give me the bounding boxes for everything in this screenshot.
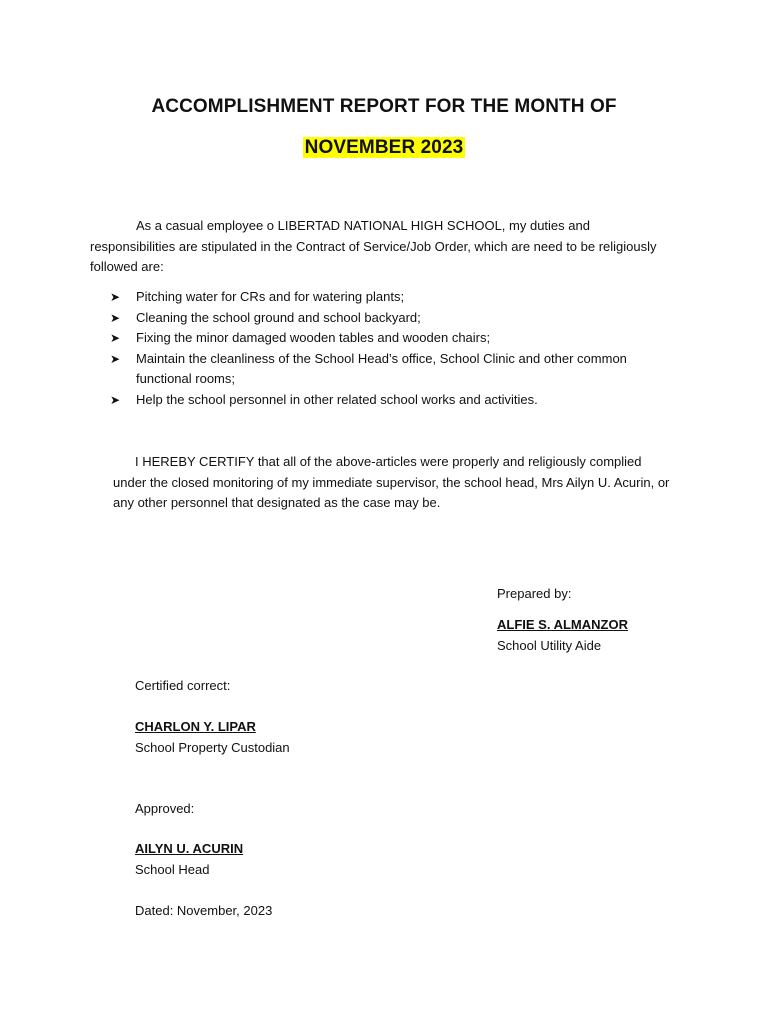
signatory-role: School Property Custodian (135, 739, 290, 755)
arrow-bullet-icon: ➤ (110, 290, 121, 304)
certified-correct-label: Certified correct: (135, 678, 231, 693)
certified-correct-signatory (135, 717, 290, 758)
list-item (108, 349, 668, 390)
date-line: Dated: November, 2023 (135, 903, 273, 918)
signatory-name: CHARLON Y. LIPAR (135, 719, 256, 734)
approved-signatory (135, 839, 243, 880)
report-title (0, 96, 768, 118)
intro-text: As a casual employee o LIBERTAD NATIONAL HIGH SCHOOL, my duties and responsibilities are stipulated in the Contract of Service/Job Order, which are need to be religiously followed are: (90, 218, 657, 274)
duty-text: Fixing the minor damaged wooden tables and wooden chairs; (136, 330, 491, 345)
approved-label: Approved: (135, 801, 195, 816)
list-item (108, 390, 668, 411)
signatory-role: School Utility Aide (497, 637, 602, 653)
report-title-text: ACCOMPLISHMENT REPORT FOR THE MONTH OF (151, 96, 617, 117)
arrow-bullet-icon: ➤ (110, 392, 121, 407)
prepared-by-signatory (497, 615, 628, 656)
list-item (108, 308, 668, 329)
certification-text: I HEREBY CERTIFY that all of the above-articles were properly and religiously complied under the closed monitoring of my immediate supervisor, the school head, Mrs Ailyn U. Acurin, or any other personnel that designated as the case may be. (113, 454, 670, 510)
duty-text: Help the school personnel in other related school works and activities. (136, 391, 538, 407)
signatory-name: AILYN U. ACURIN (135, 841, 244, 856)
list-item (108, 287, 668, 308)
certification-paragraph (113, 452, 673, 514)
arrow-bullet-icon: ➤ (110, 351, 121, 366)
prepared-by-label: Prepared by: (497, 586, 572, 601)
signatory-role: School Head (135, 861, 210, 877)
duties-list (108, 287, 668, 410)
duty-text: Pitching water for CRs and for watering plants; (136, 289, 405, 304)
list-item (108, 328, 668, 349)
arrow-bullet-icon: ➤ (110, 310, 121, 325)
duty-text: Cleaning the school ground and school backyard; (136, 309, 421, 325)
arrow-bullet-icon: ➤ (110, 331, 121, 345)
duty-text: Maintain the cleanliness of the School Head’s office, School Clinic and other common functional rooms; (136, 350, 627, 386)
signatory-name: ALFIE S. ALMANZOR (497, 617, 628, 632)
report-month-highlight: NOVEMBER 2023 (304, 137, 464, 158)
intro-paragraph (90, 216, 660, 278)
report-month (0, 137, 768, 159)
